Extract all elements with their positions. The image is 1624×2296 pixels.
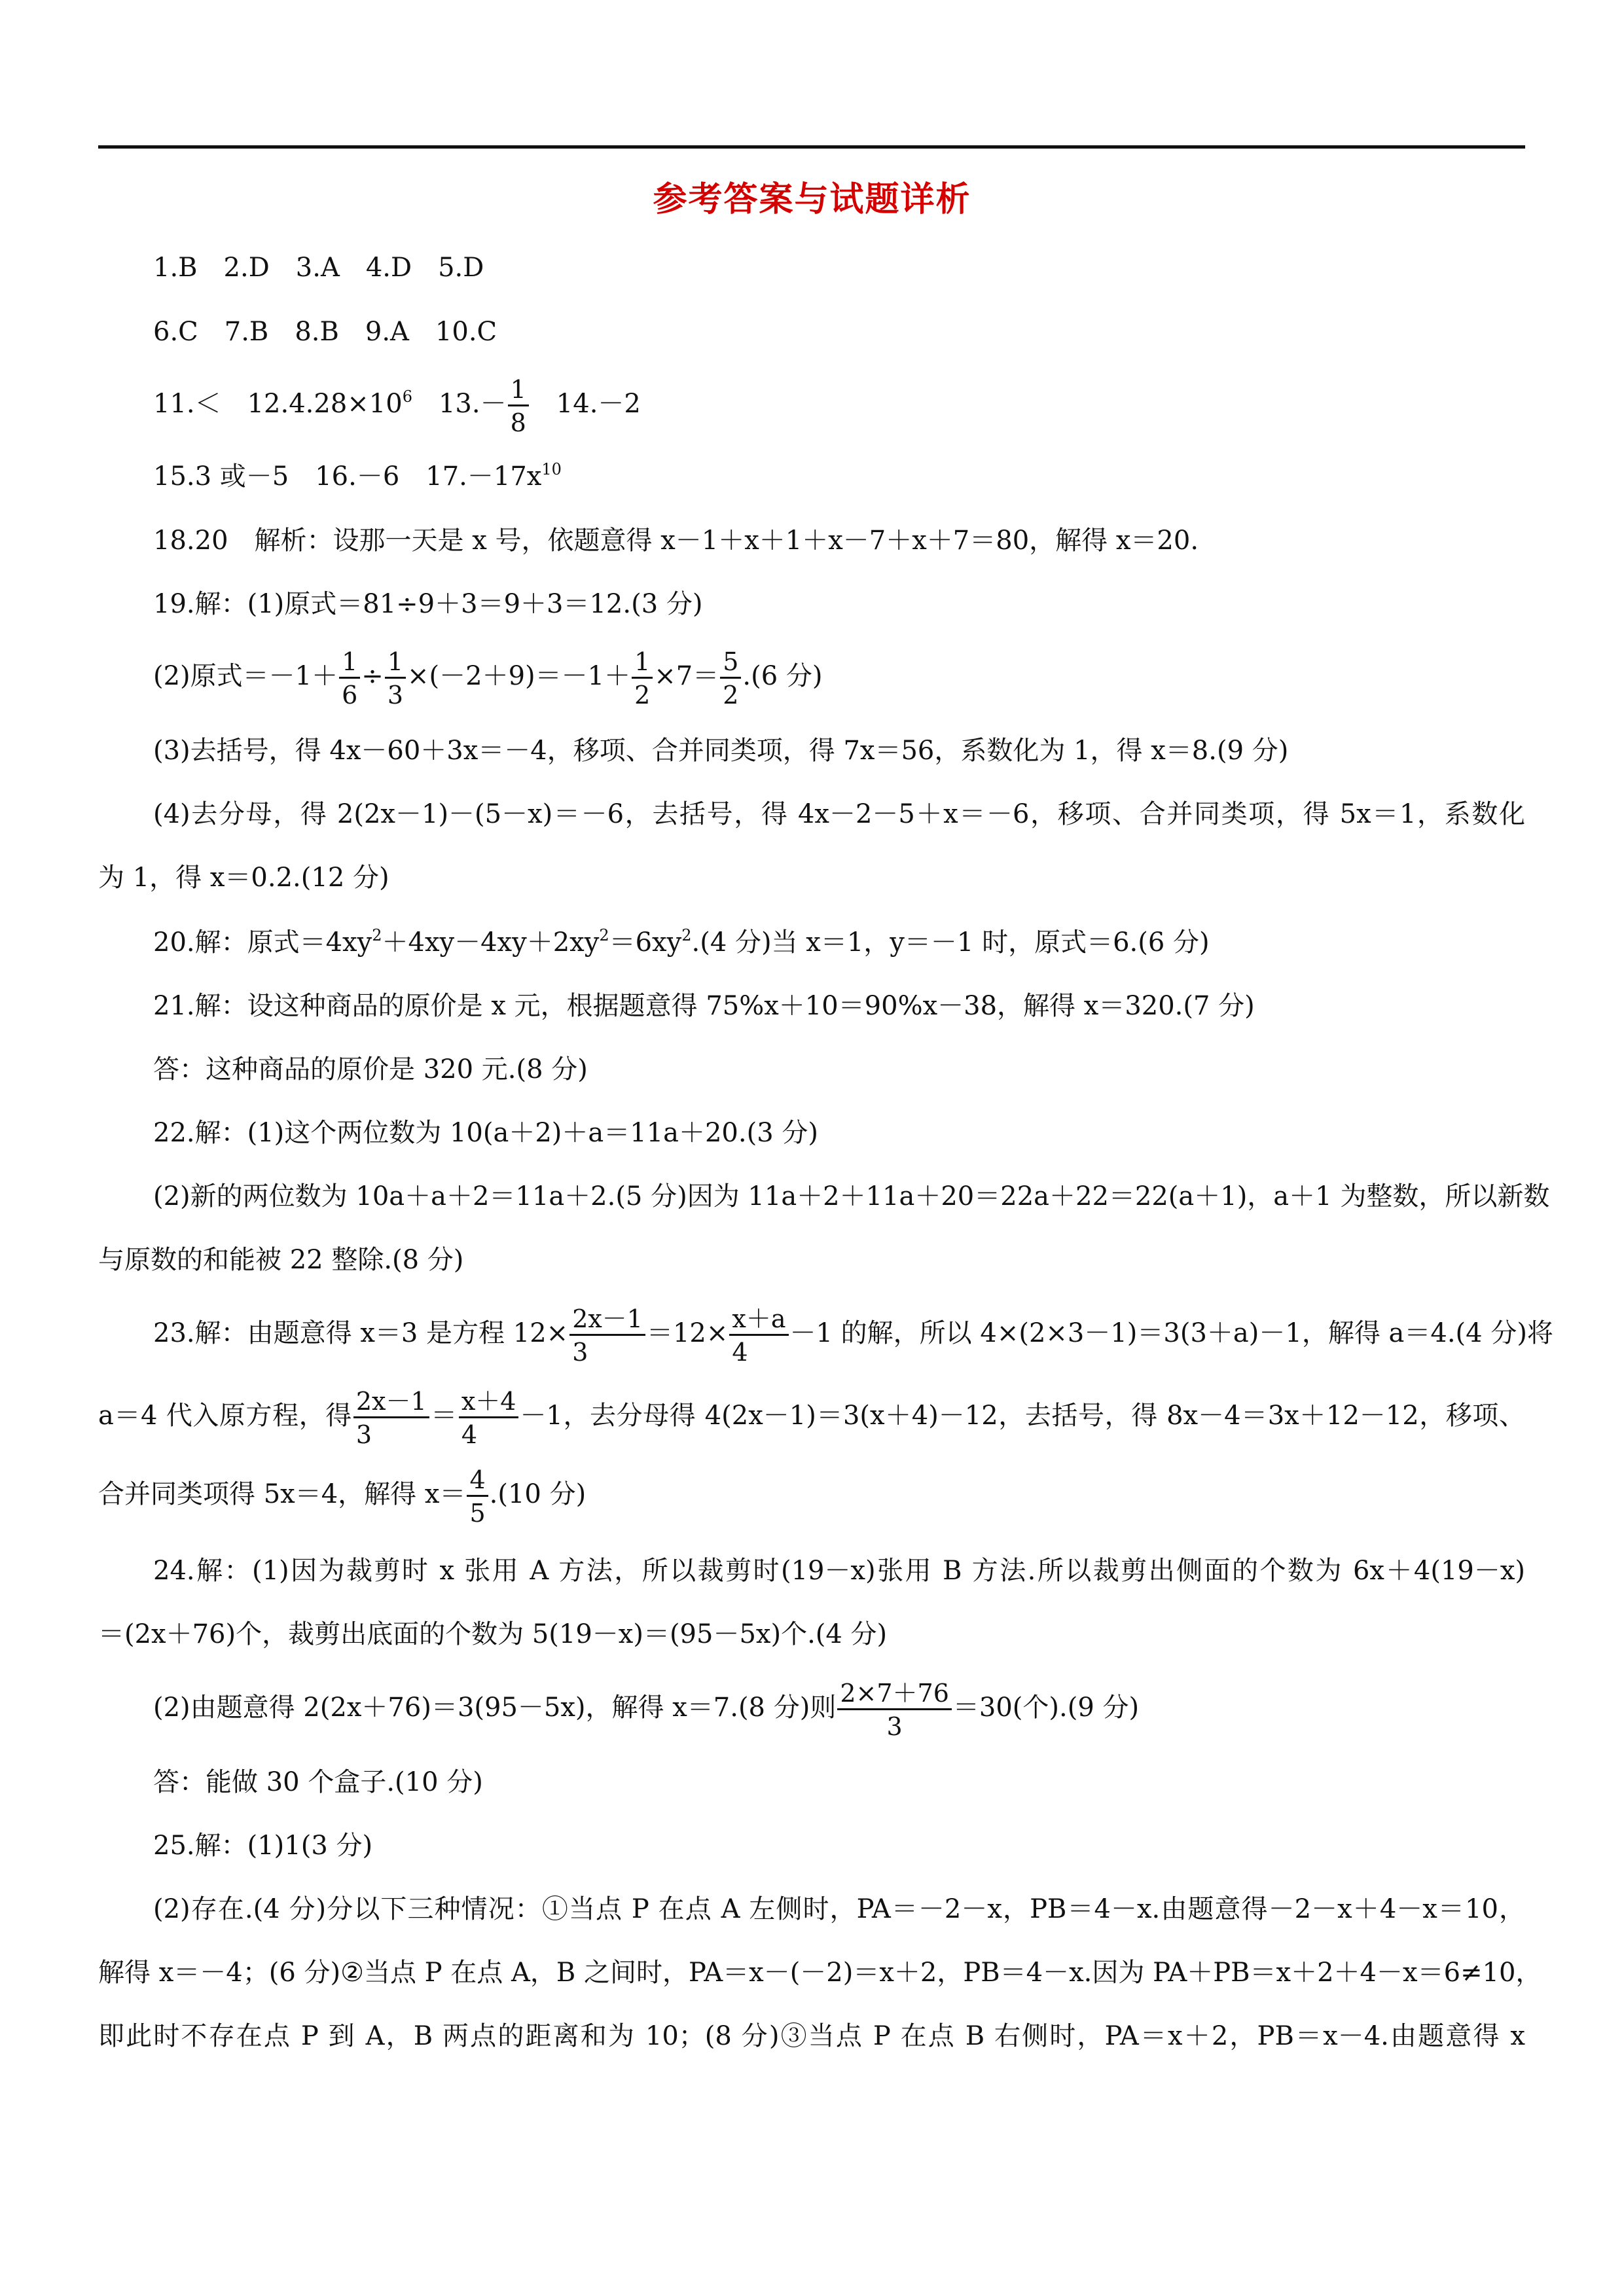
fraction: $\frac{1}{8}$ xyxy=(508,377,529,435)
q21-text: 21.解：设这种商品的原价是 x 元，根据题意得 75%x＋10＝90%x－38，解得 x＝320.(7 分) xyxy=(153,991,1255,1021)
fraction: $\frac{2x-1}{3}$ xyxy=(353,1389,429,1447)
q22-part2-line1: (2)新的两位数为 10a＋a＋2＝11a＋2.(5 分)因为 11a＋2＋11a＋20＝22a＋22＝22(a＋1)，a＋1 为整数，所以新数 xyxy=(153,1181,1550,1211)
q19-part2: (2)原式＝－1＋ $\frac{1}{6}$ ÷ $\frac{1}{3}$ ×(－2＋9)＝－1＋ $\frac{1}{2}$ ×7＝ $\frac{5}{2}$ .(6 分) xyxy=(153,647,823,709)
q22-part1: 22.解：(1)这个两位数为 10(a＋2)＋a＝11a＋20.(3 分) xyxy=(153,1118,818,1148)
fraction: $\frac{1}{3}$ xyxy=(385,649,406,708)
fraction: $\frac{4}{5}$ xyxy=(467,1467,488,1526)
fraction: $\frac{1}{6}$ xyxy=(339,649,360,708)
fraction: $\frac{x+4}{4}$ xyxy=(459,1389,519,1447)
q21-answer: 答：这种商品的原价是 320 元.(8 分) xyxy=(153,1054,588,1085)
answers-row-3: 11.＜ $12.4.28\times 10^6$ 13.－ $\frac{1}{8}$ 14.－2 xyxy=(153,374,641,437)
q19-part3: (3)去括号，得 4x－60＋3x＝－4，移项、合并同类项，得 7x＝56，系数化为 1，得 x＝8.(9 分) xyxy=(153,736,1289,766)
fraction: $\frac{5}{2}$ xyxy=(720,649,741,708)
top-rule xyxy=(98,145,1525,149)
q23-line2: a＝4 代入原方程，得 $\frac{2x-1}{3}$ ＝ $\frac{x+4}{4}$ －1，去分母得 4(2x－1)＝3(x＋4)－12，去括号，得 8x－4＝3x＋12－12，移项、 xyxy=(98,1386,1526,1449)
q25-part1: 25.解：(1)1(3 分) xyxy=(153,1831,373,1861)
q25-part2-line1: (2)存在.(4 分)分以下三种情况：①当点 P 在点 A 左侧时，PA＝－2－x，PB＝4－x.由题意得－2－x＋4－x＝10， xyxy=(153,1894,1525,1924)
q18-text: 18.20 解析：设那一天是 x 号，依题意得 x－1＋x＋1＋x－7＋x＋7＝80，解得 x＝20. xyxy=(153,526,1199,556)
q20-text: 20.解：原式$=4xy^2+4xy-4xy+2xy^2=6xy^2.(4$ 分)当 x＝1，y＝－1 时，原式＝6.(6 分) xyxy=(153,926,1210,958)
q19-part4-line1: (4)去分母，得 2(2x－1)－(5－x)＝－6，去括号，得 4x－2－5＋x＝－6，移项、合并同类项，得 5x＝1，系数化 xyxy=(153,799,1525,829)
q23-line3: 合并同类项得 5x＝4，解得 x＝ $\frac{4}{5}$ .(10 分) xyxy=(98,1465,586,1528)
q22-part2-line2: 与原数的和能被 22 整除.(8 分) xyxy=(98,1245,464,1275)
fraction: $\frac{1}{2}$ xyxy=(632,649,653,708)
answers-row-4: 15.3 或－5 16.－6 $17.-17x^{10}$ xyxy=(153,460,562,492)
fraction: $\frac{2x-1}{3}$ xyxy=(569,1306,645,1365)
fraction: $\frac{2\times 7+76}{3}$ xyxy=(837,1681,952,1739)
q24-part2: (2)由题意得 2(2x＋76)＝3(95－5x)，解得 x＝7.(8 分)则 $\frac{2\times 7+76}{3}$ ＝30(个).(9 分) xyxy=(153,1678,1140,1741)
q23-line1: 23.解：由题意得 x＝3 是方程 12× $\frac{2x-1}{3}$ ＝12× $\frac{x+a}{4}$ －1 的解，所以 4×(2×3－1)＝3(3＋a)－1，解得 a＝4.(4 分)将 xyxy=(153,1304,1553,1367)
q24-part1-line1: 24.解：(1)因为裁剪时 x 张用 A 方法，所以裁剪时(19－x)张用 B 方法.所以裁剪出侧面的个数为 6x＋4(19－x) xyxy=(153,1556,1525,1586)
q24-part1-line2: ＝(2x＋76)个，裁剪出底面的个数为 5(19－x)＝(95－5x)个.(4 分) xyxy=(98,1619,888,1649)
answers-row-2: 6.C 7.B 8.B 9.A 10.C xyxy=(153,317,497,347)
answers-row-1: 1.B 2.D 3.A 4.D 5.D xyxy=(153,253,484,283)
q19-part4-line2: 为 1，得 x＝0.2.(12 分) xyxy=(98,863,389,893)
q25-part2-line3: 即此时不存在点 P 到 A，B 两点的距离和为 10；(8 分)③当点 P 在点 B 右侧时，PA＝x＋2，PB＝x－4.由题意得 x xyxy=(98,2021,1525,2051)
q25-part2-line2: 解得 x＝－4；(6 分)②当点 P 在点 A，B 之间时，PA＝x－(－2)＝x＋2，PB＝4－x.因为 PA＋PB＝x＋2＋4－x＝6≠10， xyxy=(98,1958,1542,1988)
q19-part1: 19.解：(1)原式＝81÷9＋3＝9＋3＝12.(3 分) xyxy=(153,589,703,619)
fraction: $\frac{x+a}{4}$ xyxy=(729,1306,788,1365)
q24-answer: 答：能做 30 个盒子.(10 分) xyxy=(153,1767,483,1797)
page-title: 参考答案与试题详析 xyxy=(653,180,971,219)
